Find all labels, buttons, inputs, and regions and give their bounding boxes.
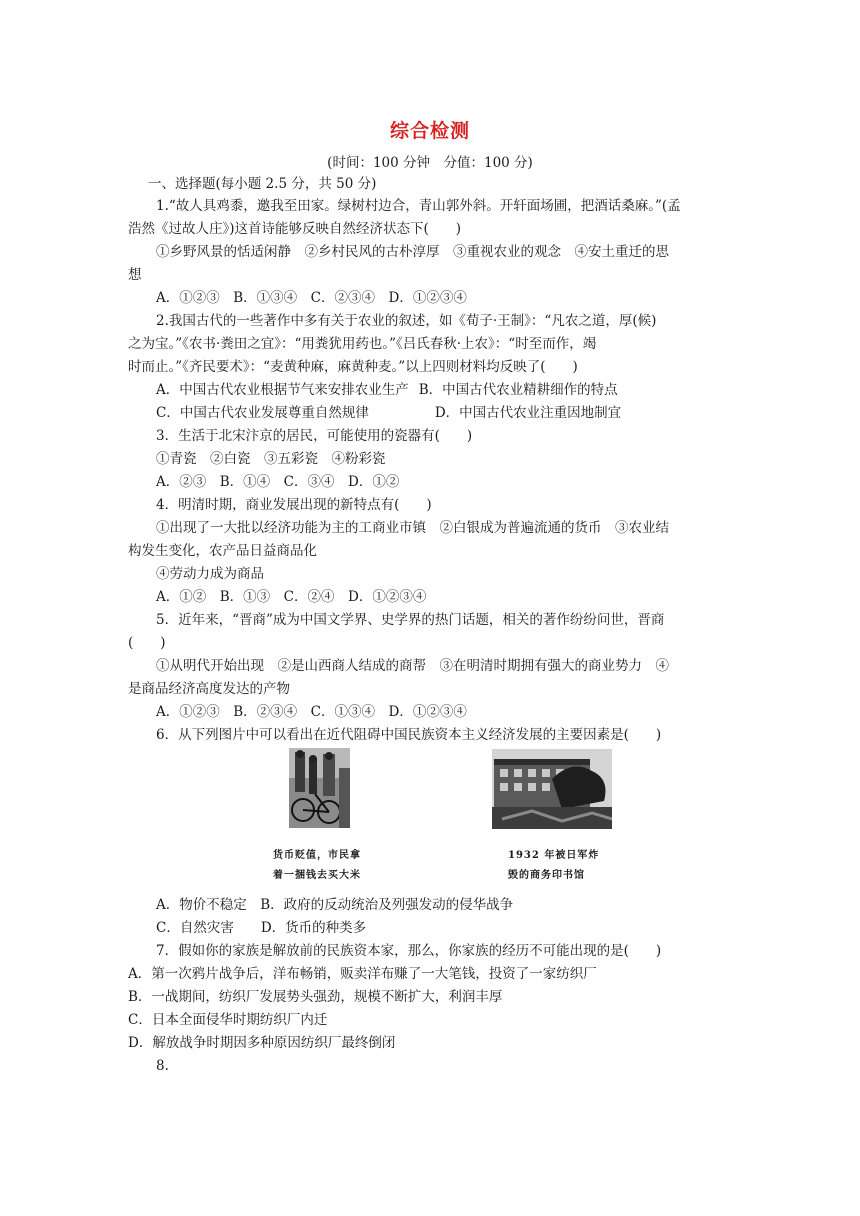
q2-options-ab bbox=[156, 379, 716, 401]
q4-line-2: ①出现了一大批以经济功能为主的工商业市镇 ②白银成为普遍流通的货币 ③农业结 bbox=[156, 520, 669, 536]
currency-devaluation-photo bbox=[289, 748, 350, 828]
q5-line-3: ①从明代开始出现 ②是山西商人结成的商帮 ③在明清时期拥有强大的商业势力 ④ bbox=[156, 658, 669, 674]
q2-line-1: 2.我国古代的一些著作中多有关于农业的叙述，如《荀子·王制》：“凡农之道，厚(候) bbox=[156, 313, 657, 329]
q5-options: A．①②③ B．②③④ C．①③④ D．①②③④ bbox=[156, 704, 467, 720]
q4-options: A．①② B．①③ C．②④ D．①②③④ bbox=[156, 589, 427, 605]
q4-line-1: 4．明清时期，商业发展出现的新特点有( ) bbox=[156, 497, 432, 513]
photo-2-caption-line-1: 1932 年被日军炸 bbox=[508, 850, 600, 861]
q2-option-a: A．中国古代农业根据节气来安排农业生产 bbox=[156, 382, 409, 398]
page-title: 综合检测 bbox=[389, 120, 470, 142]
q1-line-1: 1.“故人具鸡黍，邀我至田家。绿树村边合，青山郭外斜。开轩面场圃，把酒话桑麻。”(孟 bbox=[156, 198, 681, 214]
q6-options-ab: A．物价不稳定 B．政府的反动统治及列强发动的侵华战争 bbox=[156, 897, 514, 913]
q2-option-c: C．中国古代农业发展尊重自然规律 bbox=[156, 405, 369, 421]
q6-options-cd: C．自然灾害 D．货币的种类多 bbox=[156, 920, 367, 936]
q8-number: 8. bbox=[156, 1058, 169, 1074]
q2-line-3: 时而止。”《齐民要术》：“麦黄种麻，麻黄种麦。”以上四则材料均反映了( ) bbox=[128, 359, 578, 375]
q2-option-d: D．中国古代农业注重因地制宜 bbox=[434, 405, 622, 421]
q3-line-1: 3．生活于北宋汴京的居民，可能使用的瓷器有( ) bbox=[156, 428, 473, 444]
bombed-press-photo bbox=[492, 749, 612, 829]
photo-1-caption-line-2: 着一捆钱去买大米 bbox=[273, 870, 361, 881]
q6-line-1: 6．从下列图片中可以看出在近代阻碍中国民族资本主义经济发展的主要因素是( ) bbox=[156, 727, 662, 743]
q7-line-1: 7．假如你的家族是解放前的民族资本家，那么，你家族的经历不可能出现的是( ) bbox=[156, 943, 662, 959]
photo-1-caption-line-1: 货币贬值，市民拿 bbox=[273, 850, 361, 861]
q7-option-b: B．一战期间，纺织厂发展势头强劲，规模不断扩大，利润丰厚 bbox=[128, 989, 503, 1005]
q1-line-3: ①乡野风景的恬适闲静 ②乡村民风的古朴淳厚 ③重视农业的观念 ④安土重迁的思 bbox=[156, 244, 669, 260]
q5-line-1: 5．近年来，“晋商”成为中国文学界、史学界的热门话题，相关的著作纷纷问世，晋商 bbox=[156, 612, 665, 628]
q5-line-2: ( ) bbox=[128, 635, 166, 651]
q1-line-4: 想 bbox=[128, 267, 142, 283]
q3-line-2: ①青瓷 ②白瓷 ③五彩瓷 ④粉彩瓷 bbox=[156, 451, 386, 467]
q2-options-cd bbox=[156, 402, 716, 424]
q1-options: A．①②③ B．①③④ C．②③④ D．①②③④ bbox=[156, 290, 467, 306]
q4-line-3: 构发生变化，农产品日益商品化 bbox=[128, 543, 317, 559]
q1-line-2: 浩然《过故人庄》)这首诗能够反映自然经济状态下( ) bbox=[128, 221, 462, 237]
q7-option-c: C．日本全面侵华时期纺织厂内迁 bbox=[128, 1012, 328, 1028]
q2-option-b: B．中国古代农业精耕细作的特点 bbox=[418, 382, 618, 398]
q3-options: A．②③ B．①④ C．③④ D．①② bbox=[156, 474, 400, 490]
q7-option-a: A．第一次鸦片战争后，洋布畅销，贩卖洋布赚了一大笔钱，投资了一家纺织厂 bbox=[128, 966, 597, 982]
photo-2-caption-line-2: 毁的商务印书馆 bbox=[508, 870, 585, 881]
q5-line-4: 是商品经济高度发达的产物 bbox=[128, 681, 290, 697]
exam-info: (时间：100 分钟 分值：100 分) bbox=[327, 155, 533, 171]
photo-illustration bbox=[492, 749, 612, 829]
photo-illustration bbox=[289, 748, 350, 828]
q7-option-d: D．解放战争时期因多种原因纺织厂最终倒闭 bbox=[128, 1035, 396, 1051]
section-heading: 一、选择题(每小题 2.5 分，共 50 分) bbox=[148, 176, 377, 192]
q4-line-4: ④劳动力成为商品 bbox=[156, 566, 264, 582]
q2-line-2: 之为宝。”《农书·粪田之宜》：“用粪犹用药也。”《吕氏春秋·上农》：“时至而作，竭 bbox=[128, 336, 597, 352]
